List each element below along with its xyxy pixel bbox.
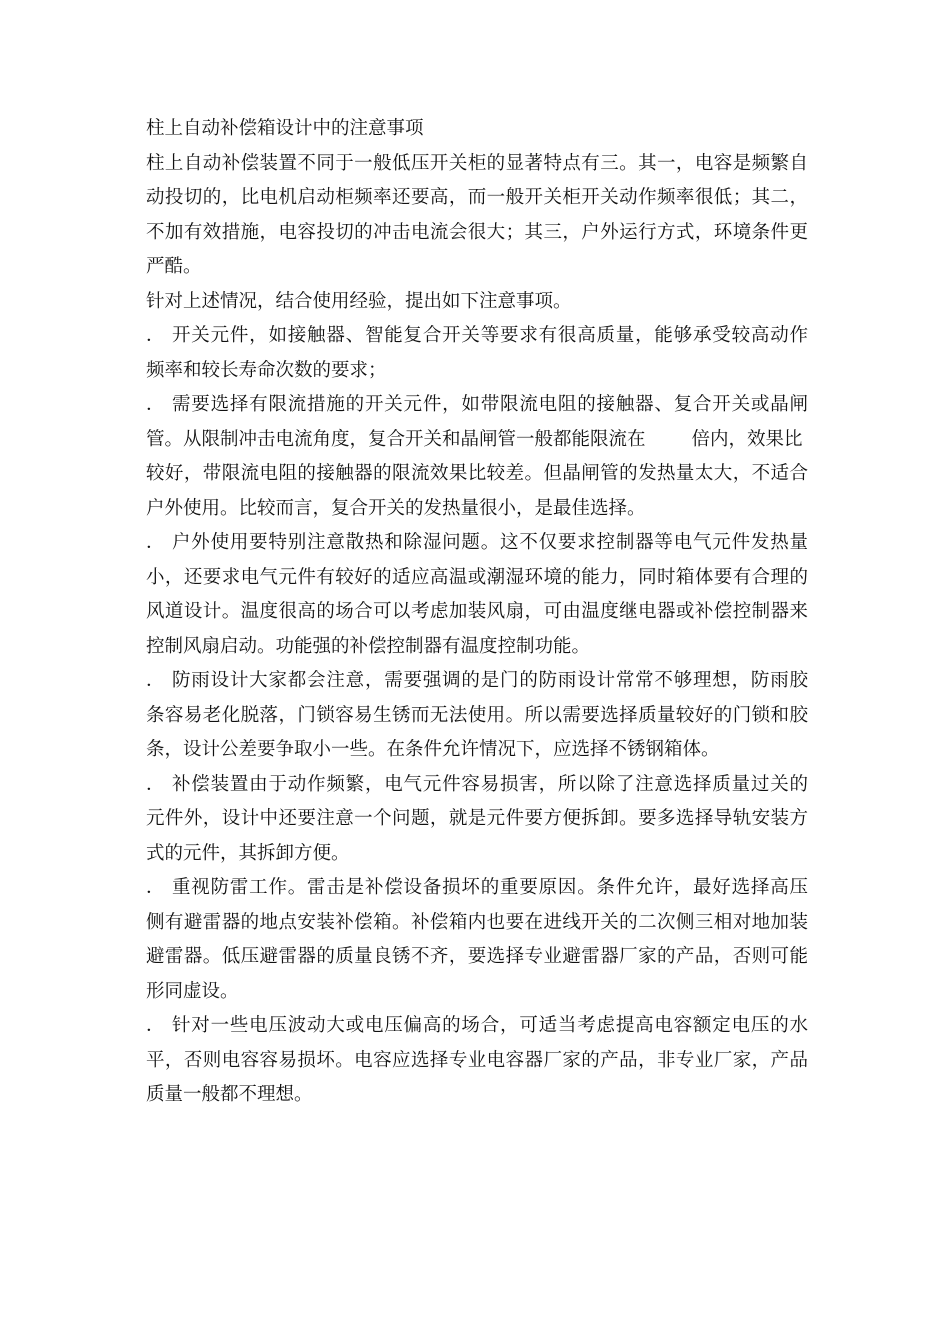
document-title: 柱上自动补偿箱设计中的注意事项	[146, 118, 424, 139]
text-fragment: 倍内，效果比	[691, 428, 803, 450]
text-line: 户外使用。比较而言，复合开关的发热量很小，是最佳选择。	[146, 497, 646, 519]
text-line: 元件外，设计中还要注意一个问题，就是元件要方便拆卸。要多选择导轨安装方	[146, 808, 808, 829]
text-line: 控制风扇启动。功能强的补偿控制器有温度控制功能。	[146, 635, 591, 657]
text-line: ． 针对一些电压波动大或电压偏高的场合，可适当考虑提高电容额定电压的水	[146, 1015, 808, 1036]
list-item	[146, 871, 808, 1009]
text-line: ． 户外使用要特别注意散热和除湿问题。这不仅要求控制器等电气元件发热量	[146, 532, 808, 553]
text-fragment: 管。从限制冲击电流角度，复合开关和晶闸管一般都能限流在	[146, 428, 646, 450]
text-line: 不加有效措施，电容投切的冲击电流会很大；其三，户外运行方式，环境条件更	[146, 221, 808, 243]
text-line: 式的元件，其拆卸方便。	[146, 842, 350, 864]
text-line: 较好，带限流电阻的接触器的限流效果比较差。但晶闸管的发热量太大，不适合	[146, 463, 808, 484]
text-line: 动投切的，比电机启动柜频率还要高，而一般开关柜开关动作频率很低；其二，	[146, 187, 808, 208]
text-line: 质量一般都不理想。	[146, 1084, 313, 1105]
text-line: 风道设计。温度很高的场合可以考虑加装风扇，可由温度继电器或补偿控制器来	[146, 601, 808, 622]
text-line: ． 防雨设计大家都会注意，需要强调的是门的防雨设计常常不够理想，防雨胶	[146, 670, 808, 691]
text-line: 柱上自动补偿装置不同于一般低压开关柜的显著特点有三。其一，电容是频繁自	[146, 152, 808, 174]
list-item	[146, 1009, 808, 1113]
document-body	[146, 112, 808, 1113]
list-item	[146, 768, 808, 872]
list-item	[146, 526, 808, 664]
text-line: ． 开关元件，如接触器、智能复合开关等要求有很高质量，能够承受较高动作	[146, 325, 808, 346]
list-item	[146, 664, 808, 768]
text-line: ． 需要选择有限流措施的开关元件，如带限流电阻的接触器、复合开关或晶闸	[146, 394, 808, 415]
text-line: 频率和较长寿命次数的要求；	[146, 359, 387, 381]
text-line: 形同虚设。	[146, 980, 239, 1002]
text-line: 侧有避雷器的地点安装补偿箱。补偿箱内也要在进线开关的二次侧三相对地加装	[146, 911, 808, 933]
text-line: 条容易老化脱落，门锁容易生锈而无法使用。所以需要选择质量较好的门锁和胶	[146, 704, 808, 726]
text-line: 小，还要求电气元件有较好的适应高温或潮湿环境的能力，同时箱体要有合理的	[146, 566, 808, 588]
text-line: ． 补偿装置由于动作频繁，电气元件容易损害，所以除了注意选择质量过关的	[146, 773, 808, 795]
text-line: 条，设计公差要争取小一些。在条件允许情况下，应选择不锈钢箱体。	[146, 739, 720, 760]
text-line: ． 重视防雷工作。雷击是补偿设备损坏的重要原因。条件允许，最好选择高压	[146, 877, 808, 898]
text-line	[146, 423, 808, 458]
list-item	[146, 319, 808, 388]
list-item	[146, 388, 808, 526]
text-line: 避雷器。低压避雷器的质量良锈不齐，要选择专业避雷器厂家的产品，否则可能	[146, 946, 808, 967]
intro-paragraph	[146, 147, 808, 285]
text-line: 严酷。	[146, 256, 202, 277]
lead-paragraph: 针对上述情况，结合使用经验，提出如下注意事项。	[146, 290, 572, 312]
text-line: 平，否则电容容易损坏。电容应选择专业电容器厂家的产品，非专业厂家，产品	[146, 1049, 808, 1071]
